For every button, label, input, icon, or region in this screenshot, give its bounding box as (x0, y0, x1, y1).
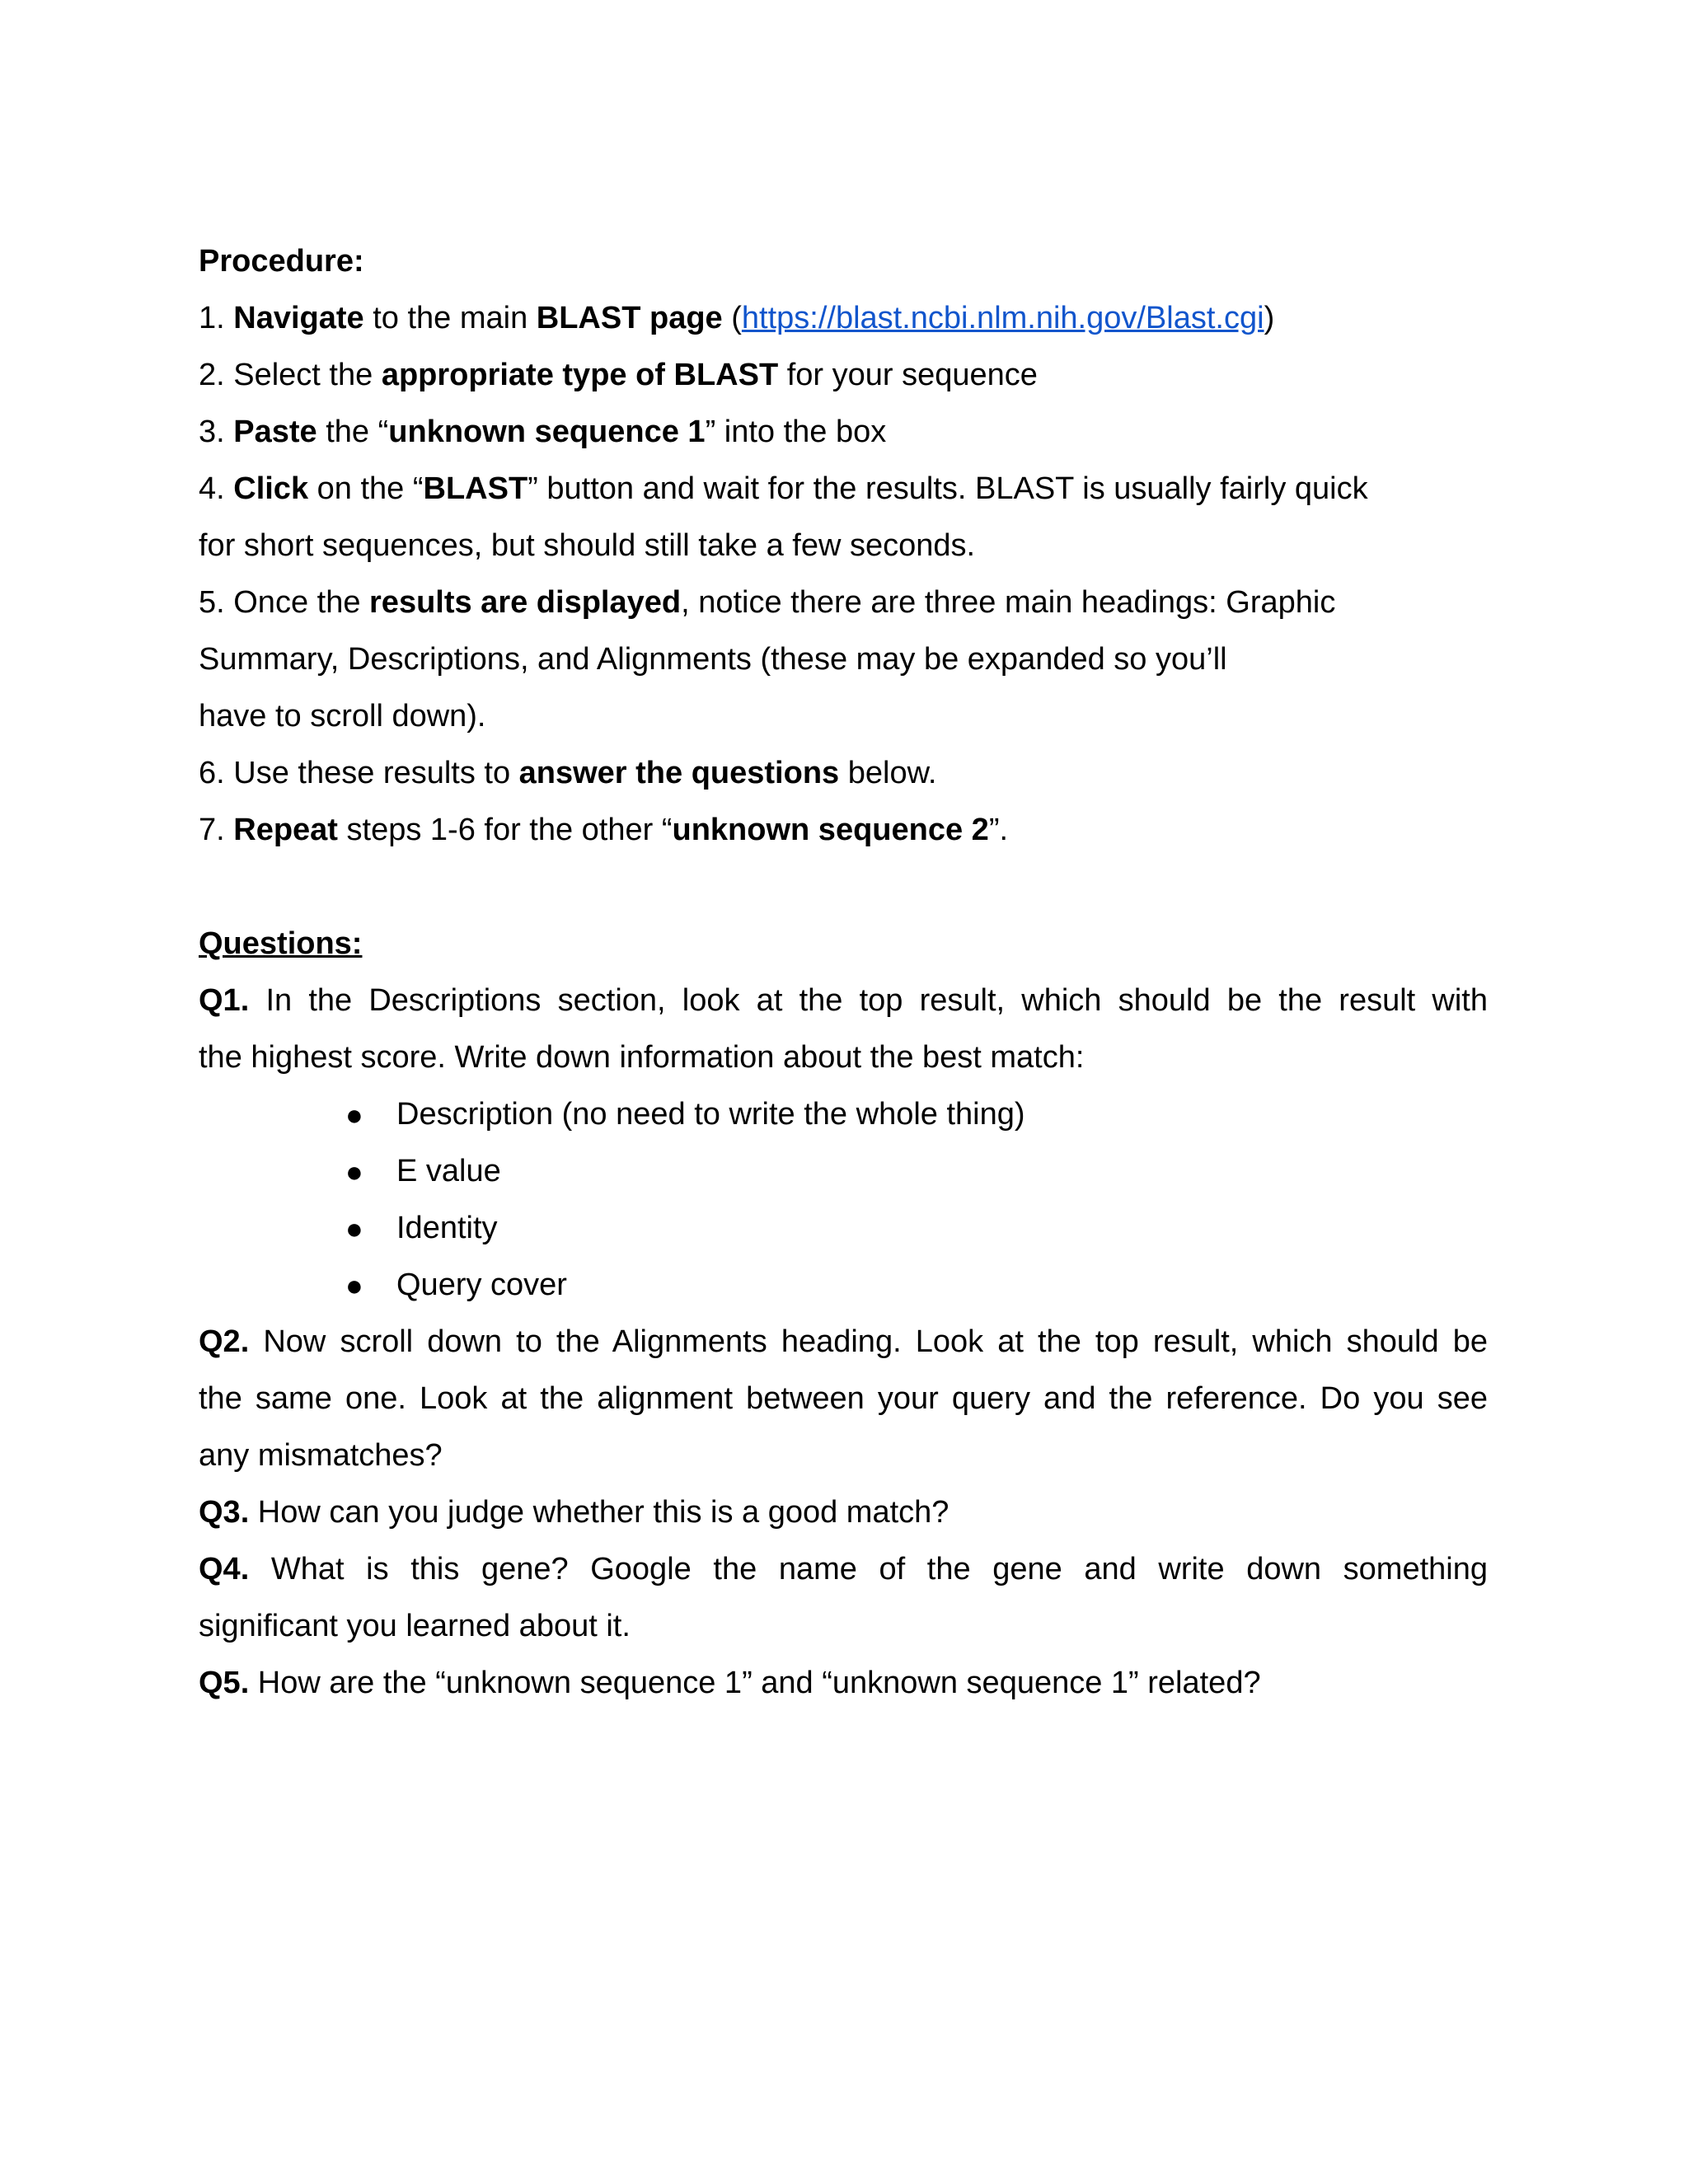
list-item: ● E value (199, 1143, 1488, 1200)
procedure-step-4-continued: for short sequences, but should still take a few seconds. (199, 528, 976, 563)
list-item: ● Query cover (199, 1257, 1488, 1314)
procedure-step-5-continued-2: have to scroll down). (199, 699, 486, 733)
blast-link[interactable]: https://blast.ncbi.nlm.nih.gov/Blast.cgi (741, 301, 1264, 335)
procedure-step-1: 1. Navigate to the main BLAST page (https://blast.ncbi.nlm.nih.gov/Blast.cgi) (199, 301, 1275, 335)
question-3: Q3. How can you judge whether this is a good match? (199, 1495, 950, 1530)
question-1-continued: the highest score. Write down information about the best match: (199, 1040, 1085, 1075)
procedure-heading: Procedure: (199, 244, 364, 279)
question-1: Q1. In the Descriptions section, look at the top result, which should be the result with (199, 983, 1488, 1018)
procedure-step-3: 3. Paste the “unknown sequence 1” into the box (199, 415, 887, 449)
question-2: Q2. Now scroll down to the Alignments heading. Look at the top result, which should be (199, 1324, 1488, 1359)
bullet-icon: ● (345, 1212, 363, 1245)
procedure-step-2: 2. Select the appropriate type of BLAST for your sequence (199, 358, 1038, 392)
question-4-continued: significant you learned about it. (199, 1609, 631, 1643)
procedure-step-5-continued: Summary, Descriptions, and Alignments (these may be expanded so you’ll (199, 642, 1227, 677)
bullet-icon: ● (345, 1098, 363, 1132)
questions-heading: Questions: (199, 926, 363, 961)
document-body (199, 233, 1488, 1712)
procedure-step-4: 4. Click on the “BLAST” button and wait for the results. BLAST is usually fairly quick (199, 471, 1368, 506)
list-item: ● Description (no need to write the whole thing) (199, 1086, 1488, 1143)
list-item: ● Identity (199, 1200, 1488, 1257)
procedure-step-6: 6. Use these results to answer the questions below. (199, 756, 937, 790)
bullet-icon: ● (345, 1268, 363, 1302)
question-2-continued-2: any mismatches? (199, 1438, 443, 1473)
question-2-continued: the same one. Look at the alignment between your query and the reference. Do you see (199, 1381, 1488, 1416)
bullet-icon: ● (345, 1155, 363, 1188)
procedure-step-7: 7. Repeat steps 1-6 for the other “unknown sequence 2”. (199, 813, 1009, 847)
procedure-step-5: 5. Once the results are displayed, notice there are three main headings: Graphic (199, 585, 1336, 620)
question-4: Q4. What is this gene? Google the name of the gene and write down something (199, 1552, 1488, 1586)
section-spacer (199, 859, 1488, 916)
question-5: Q5. How are the “unknown sequence 1” and “unknown sequence 1” related? (199, 1666, 1261, 1700)
